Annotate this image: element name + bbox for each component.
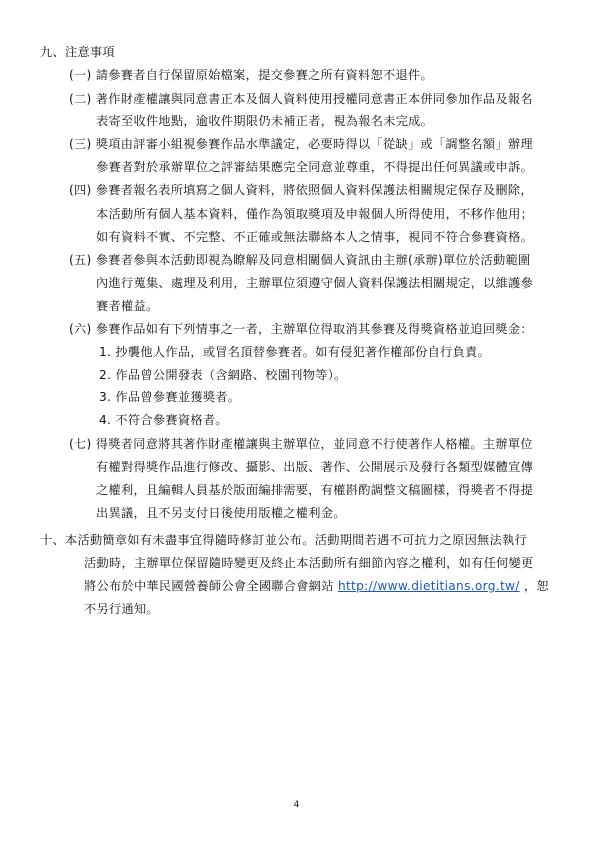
note-item-5-line-3: 賽者權益。 bbox=[96, 299, 159, 313]
section-10-line-2: 活動時，主辦單位保留隨時變更及終止本活動所有細節內容之權利，如有任何變更 bbox=[84, 556, 534, 570]
note-item-6-line-1: (六) 參賽作品如有下列情事之一者，主辦單位得取消其參賽及得獎資格並追回獎金： bbox=[69, 322, 533, 336]
section-10-line-1: 十、本活動簡章如有未盡事宜得隨時修訂並公布。活動期間若遇不可抗力之原因無法執行 bbox=[40, 533, 528, 547]
note-item-6-subitem-1: 1. 抄襲他人作品，或冒名頂替參賽者。如有侵犯著作權部份自行負責。 bbox=[99, 345, 491, 359]
note-item-5-line-2: 內進行蒐集、處理及利用，主辦單位須遵守個人資料保護法相關規定，以維護參 bbox=[96, 276, 534, 290]
note-item-4-line-1: (四) 參賽者報名表所填寫之個人資料，將依照個人資料保護法相關規定保存及刪除， bbox=[69, 183, 533, 197]
section-10-line-3 bbox=[84, 578, 549, 594]
note-item-4-line-3: 如有資料不實、不完整、不正確或無法聯絡本人之情事，視同不符合參賽資格。 bbox=[96, 230, 534, 244]
section-10-line-3-prefix: 將公布於中華民國營養師公會全國聯合會網站 bbox=[84, 579, 338, 593]
note-item-7-line-3: 之權利，且編輯人員基於版面編排需要，有權斟酌調整文稿圖樣，得獎者不得提 bbox=[96, 483, 534, 497]
note-item-6-subitem-2: 2. 作品曾公開發表（含網路、校園刊物等）。 bbox=[99, 368, 347, 382]
note-item-1: (一) 請參賽者自行保留原始檔案，提交參賽之所有資料恕不退件。 bbox=[69, 68, 433, 82]
note-item-2-line-2: 表寄至收件地點，逾收件期限仍未補正者，視為報名未完成。 bbox=[96, 114, 434, 128]
section-9-heading: 九、注意事項 bbox=[40, 45, 115, 59]
dietitians-website-link[interactable]: http://www.dietitians.org.tw/ bbox=[337, 579, 520, 593]
note-item-6-subitem-4: 4. 不符合參賽資格者。 bbox=[99, 413, 228, 427]
section-10-line-4: 不另行通知。 bbox=[84, 602, 159, 616]
note-item-2-line-1: (二) 著作財產權讓與同意書正本及個人資料使用授權同意書正本併同參加作品及報名 bbox=[69, 92, 533, 106]
note-item-7-line-2: 有權對得獎作品進行修改、攝影、出版、著作、公開展示及發行各類型媒體宣傳 bbox=[96, 460, 534, 474]
note-item-7-line-1: (七) 得獎者同意將其著作財產權讓與主辦單位，並同意不行使著作人格權。主辦單位 bbox=[69, 437, 533, 451]
page-number: 4 bbox=[293, 800, 300, 810]
note-item-3-line-2: 參賽者對於承辦單位之評審結果應完全同意並尊重，不得提出任何異議或申訴。 bbox=[96, 160, 534, 174]
note-item-6-subitem-3: 3. 作品曾參賽並獲獎者。 bbox=[99, 390, 241, 404]
note-item-4-line-2: 本活動所有個人基本資料，僅作為領取獎項及申報個人所得使用，不移作他用； bbox=[96, 207, 534, 221]
note-item-7-line-4: 出異議，且不另支付日後使用版權之權利金。 bbox=[96, 506, 346, 520]
note-item-3-line-1: (三) 獎項由評審小組視參賽作品水準議定，必要時得以「從缺」或「調整名額」辦理 bbox=[69, 137, 533, 151]
section-10-line-3-suffix: ，恕 bbox=[519, 579, 549, 593]
note-item-5-line-1: (五) 參賽者參與本活動即視為瞭解及同意相關個人資訊由主辦(承辦)單位於活動範圍 bbox=[69, 253, 531, 267]
